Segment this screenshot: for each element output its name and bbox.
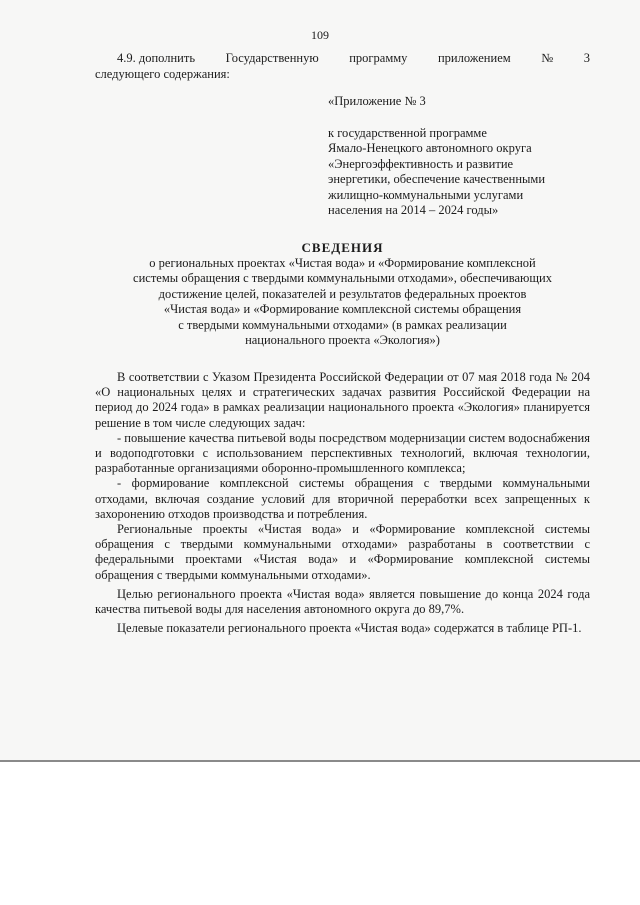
body-paragraph: Целевые показатели регионального проекта «Чистая вода» содержатся в таблице РП-1.	[117, 621, 582, 636]
intro-word: программу	[349, 51, 408, 65]
body-paragraph: - повышение качества питьевой воды посредством модернизации систем водоснабжения и водоподготовки с использованием перспективных технологий, включая технологии, разработанные организациями оборонно-промышленного комплекса;	[95, 430, 590, 476]
appendix-header	[328, 94, 598, 219]
amendment-intro-line1	[95, 50, 590, 66]
subtitle-line: достижение целей, показателей и результатов федеральных проектов	[158, 286, 527, 301]
body-paragraph: В соответствии с Указом Президента Российской Федерации от 07 мая 2018 года № 204 «О национальных целях и стратегических задачах развития Российской Федерации на период до 2024 года» в рамках реализации национального проекта «Экология» планируется решение в том числе следующих задач:	[95, 370, 590, 430]
subtitle-line: о региональных проектах «Чистая вода» и «Формирование комплексной	[149, 255, 536, 270]
body-paragraph: Целью регионального проекта «Чистая вода» является повышение до конца 2024 года качества питьевой воды для населения автономного округа до 89,7%.	[95, 586, 590, 617]
amendment-intro-line2: следующего содержания:	[95, 67, 230, 81]
body-text	[95, 370, 590, 636]
appendix-line: населения на 2014 – 2024 годы»	[328, 203, 499, 217]
subtitle-line: системы обращения с твердыми коммунальными отходами», обеспечивающих	[133, 271, 552, 285]
subtitle-line: «Чистая вода» и «Формирование комплексной системы обращения	[163, 302, 522, 316]
appendix-line: жилищно-коммунальными услугами	[328, 187, 524, 202]
body-paragraph: Региональные проекты «Чистая вода» и «Формирование комплексной системы обращения с твердыми коммунальными отходами» разработаны в соответствии с федеральными проектами «Чистая вода» и «Формирование комплексной системы обращения с твердыми коммунальными отходами».	[95, 522, 590, 582]
intro-word: приложением	[437, 51, 511, 65]
section-title: СВЕДЕНИЯ	[301, 240, 384, 255]
intro-word: Государственную	[225, 51, 319, 65]
body-paragraph: - формирование комплексной системы обращения с твердыми коммунальными отходами, включая создание условий для вторичной переработки всех запрещенных к захоронению отходов производства и потребления.	[95, 476, 590, 521]
subtitle-line: национального проекта «Экология»)	[245, 333, 440, 347]
section-subtitle	[95, 256, 590, 349]
appendix-line: «Энергоэффективность и развитие	[328, 156, 514, 171]
intro-word: 4.9. дополнить	[117, 51, 196, 65]
appendix-label: «Приложение № 3	[328, 94, 426, 108]
subtitle-line: с твердыми коммунальными отходами» (в рамках реализации	[178, 317, 507, 332]
amendment-intro	[95, 50, 590, 82]
intro-word: №	[541, 51, 554, 65]
appendix-line: энергетики, обеспечение качественными	[328, 172, 546, 186]
scan-edge	[0, 760, 640, 762]
appendix-line: к государственной программе	[328, 125, 487, 140]
section-heading	[95, 240, 590, 349]
page-number: 109	[311, 28, 329, 42]
intro-word: 3	[583, 51, 590, 65]
appendix-line: Ямало-Ненецкого автономного округа	[328, 141, 532, 155]
